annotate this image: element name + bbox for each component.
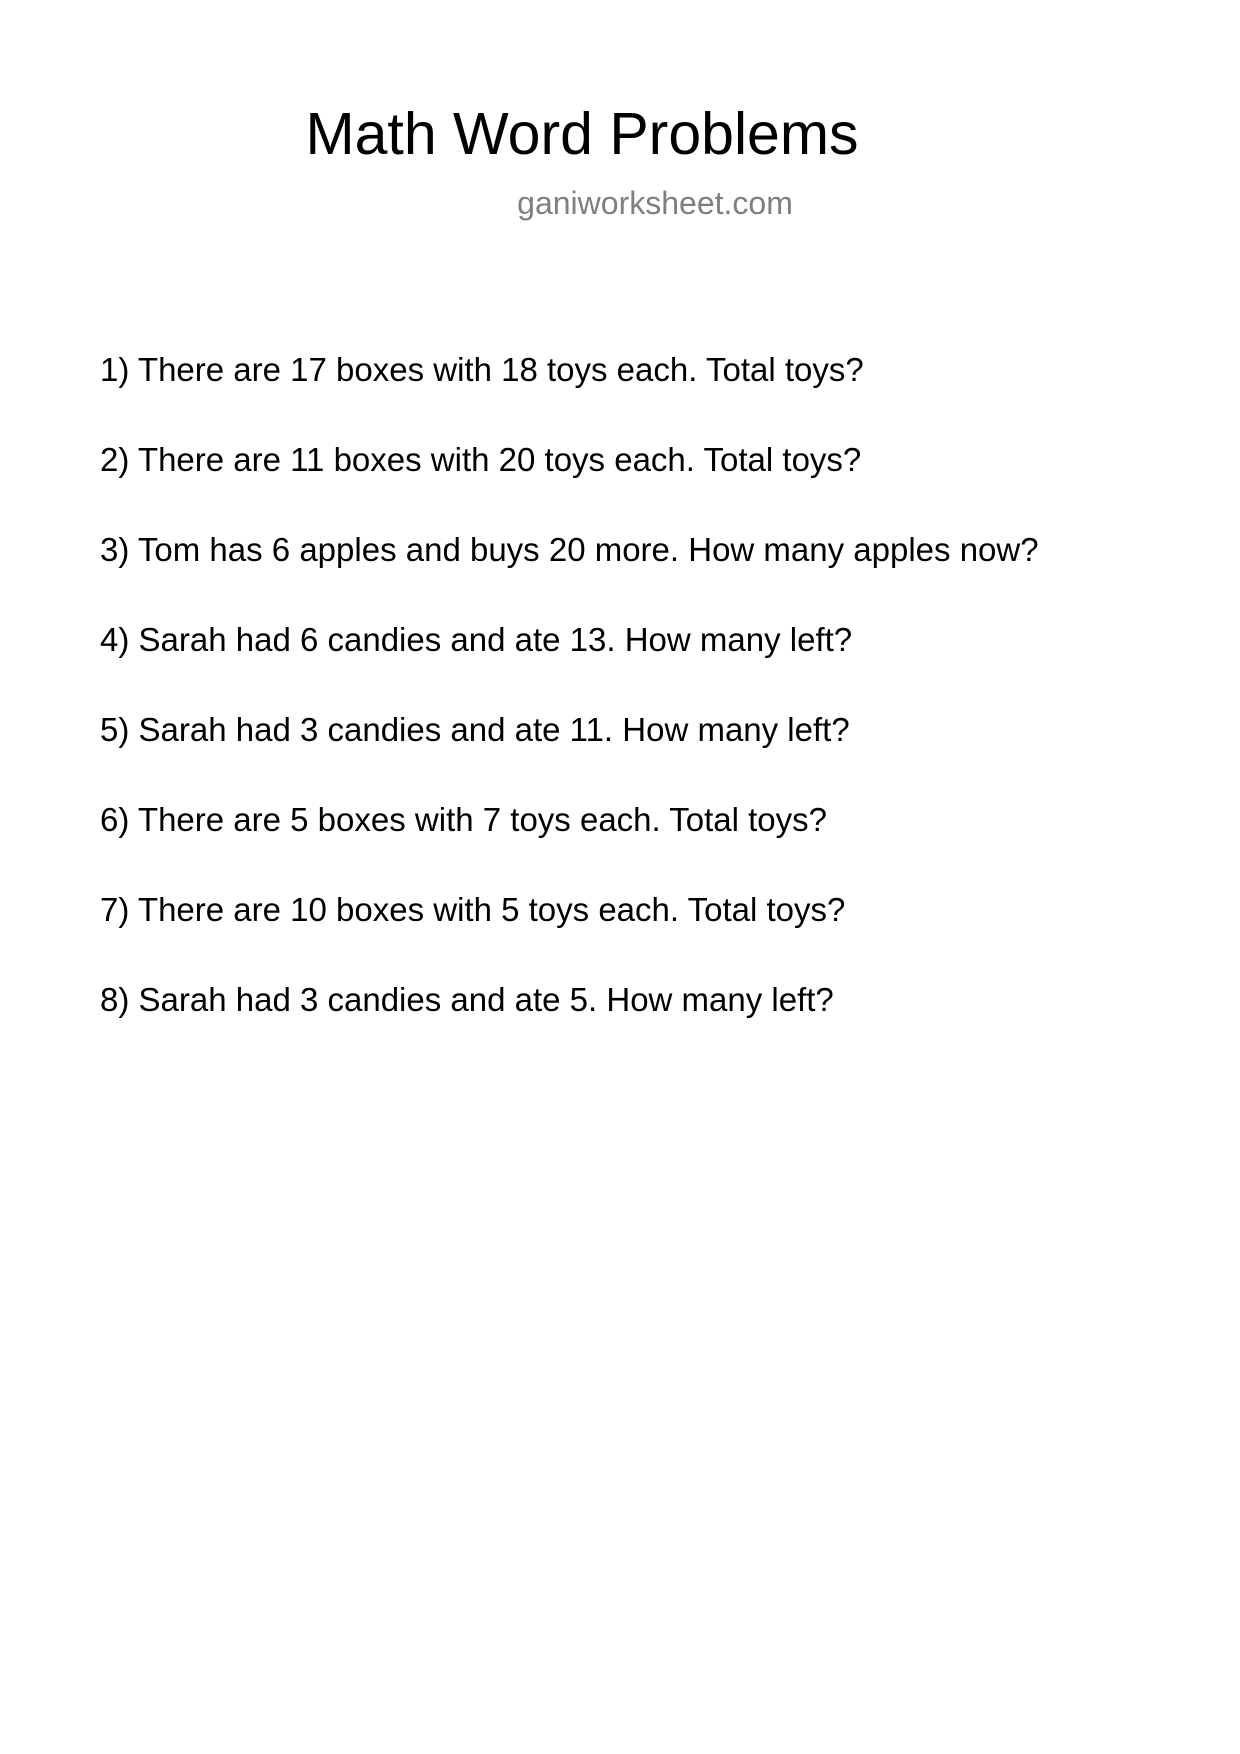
problem-item: 6) There are 5 boxes with 7 toys each. Total toys? — [100, 801, 828, 838]
problem-item: 4) Sarah had 6 candies and ate 13. How many left? — [100, 621, 853, 658]
problem-list — [100, 350, 1039, 1070]
problem-item: 8) Sarah had 3 candies and ate 5. How many left? — [100, 981, 834, 1018]
problem-item: 1) There are 17 boxes with 18 toys each. Total toys? — [100, 351, 864, 388]
page-title: Math Word Problems — [305, 101, 859, 167]
problem-item: 2) There are 11 boxes with 20 toys each. Total toys? — [100, 441, 862, 478]
problem-item: 3) Tom has 6 apples and buys 20 more. How many apples now? — [100, 531, 1039, 568]
problem-item: 7) There are 10 boxes with 5 toys each. Total toys? — [100, 891, 846, 928]
source-website: ganiworksheet.com — [517, 185, 793, 221]
problem-item: 5) Sarah had 3 candies and ate 11. How many left? — [100, 711, 850, 748]
